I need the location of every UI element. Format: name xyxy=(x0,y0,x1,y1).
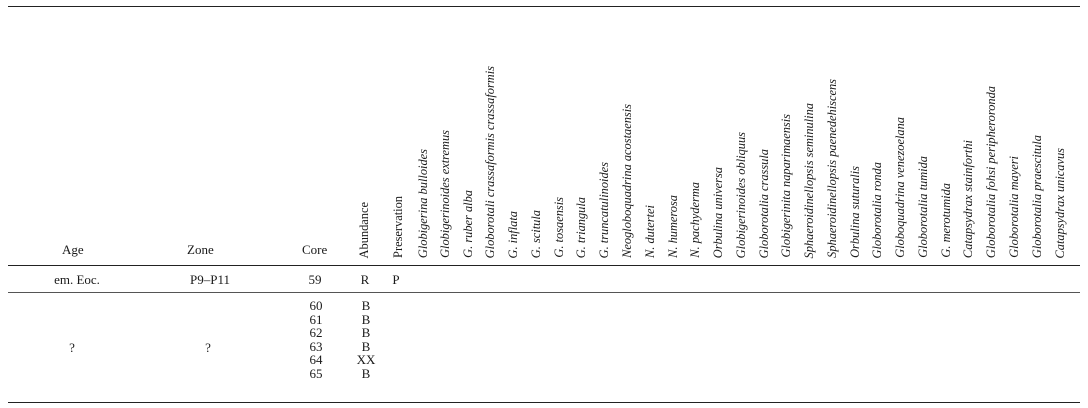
header-zone: Zone xyxy=(187,242,214,257)
row-rule xyxy=(8,292,1080,293)
table-bottom-rule xyxy=(8,402,1080,403)
header-abundance: Abundance xyxy=(357,201,371,258)
row-age: em. Eoc. xyxy=(54,272,100,287)
table-top-rule xyxy=(8,6,1080,7)
species-header: G. scitula xyxy=(529,209,543,258)
core-cell: 64 xyxy=(309,352,323,367)
species-header: Orbulina universa xyxy=(711,166,725,258)
species-header: G. ruber alba xyxy=(461,190,475,258)
species-header: G. merotumida xyxy=(939,183,953,258)
core-list xyxy=(303,299,329,380)
core-cell: 65 xyxy=(309,365,323,381)
row-zone: P9–P11 xyxy=(190,272,230,287)
species-header: Globoquadrina venezoelana xyxy=(893,117,907,258)
abundance-cell: B xyxy=(361,298,371,313)
species-header: Globigerina bulloides xyxy=(416,148,430,258)
core-cell: 61 xyxy=(309,311,323,327)
species-header: G. triangula xyxy=(574,196,588,258)
core-cell: 62 xyxy=(309,325,323,340)
species-header: Orbulina suturalis xyxy=(848,166,862,258)
species-header: G. truncatulinoides xyxy=(597,161,611,258)
species-header: Neogloboquadrina acostaensis xyxy=(620,104,634,258)
species-header: Sphaeroidinellopsis seminulina xyxy=(802,102,816,258)
species-header: Catapsydrax stainforthi xyxy=(961,139,975,258)
abundance-cell: B xyxy=(361,311,371,327)
species-header: Globorotalia tumida xyxy=(916,156,930,258)
species-header: G. inflata xyxy=(506,210,520,258)
species-header: Globorotalia crassula xyxy=(757,148,771,258)
core-cell: 63 xyxy=(309,338,323,354)
abundance-cell: XX xyxy=(356,352,376,367)
species-header: N. pachyderma xyxy=(688,182,702,258)
header-age: Age xyxy=(62,242,84,257)
species-header: N. dutertei xyxy=(643,205,657,258)
header-rule xyxy=(8,265,1080,266)
species-header: Catapsydrax unicavus xyxy=(1053,147,1067,258)
core-cell: 60 xyxy=(309,298,323,313)
species-header: G. tosaensis xyxy=(552,197,566,258)
abundance-list xyxy=(352,299,380,380)
group-zone: ? xyxy=(205,340,211,355)
species-header: Globigerinoides extremus xyxy=(438,130,452,258)
species-header: Sphaeroidinellopsis paenedehiscens xyxy=(825,79,839,258)
abundance-cell: B xyxy=(361,325,371,340)
species-header: Globorotalia fohsi peripheroronda xyxy=(984,85,998,258)
row-preservation: P xyxy=(392,272,400,287)
species-header: Globorotalia mayeri xyxy=(1007,156,1021,258)
species-header: Globorotalia ronda xyxy=(870,161,884,258)
abundance-cell: B xyxy=(361,365,371,381)
row-core: 59 xyxy=(308,272,322,287)
row-abundance: R xyxy=(360,272,370,287)
species-header: N. humerosa xyxy=(666,195,680,258)
species-header: Globigerinoides obliquus xyxy=(734,131,748,258)
species-header: Globigerinita naparimaensis xyxy=(779,114,793,258)
species-header: Globorotali crassaformis crassaformis xyxy=(483,65,497,258)
abundance-cell: B xyxy=(361,338,371,354)
group-age: ? xyxy=(69,340,75,355)
header-preservation: Preservation xyxy=(391,196,405,258)
header-core: Core xyxy=(302,242,328,257)
species-header: Globorotalia praescitula xyxy=(1030,134,1044,258)
